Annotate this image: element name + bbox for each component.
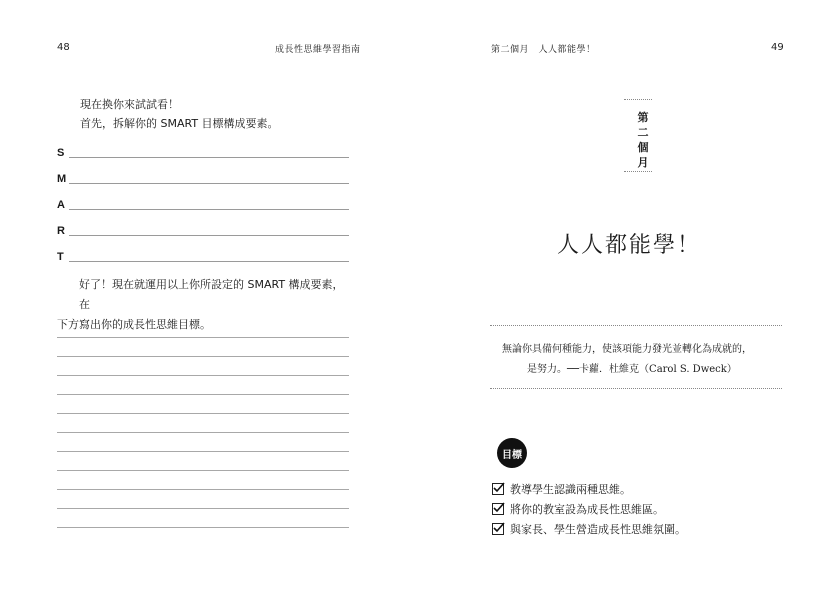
title-bottom-divider xyxy=(624,171,652,172)
smart-letter: A xyxy=(57,199,65,211)
vertical-char: 月 xyxy=(637,156,649,169)
smart-answer-line[interactable] xyxy=(69,235,349,236)
writing-line[interactable] xyxy=(57,337,349,338)
goal-item xyxy=(492,501,664,517)
right-running-head: 第二個月 人人都能學！ xyxy=(491,45,596,55)
smart-letter: T xyxy=(57,251,64,263)
writing-line[interactable] xyxy=(57,451,349,452)
smart-answer-line[interactable] xyxy=(69,209,349,210)
instruction-line-2: 下方寫出你的成長性思維目標。 xyxy=(57,318,211,331)
checked-box-icon xyxy=(492,483,504,495)
writing-line[interactable] xyxy=(57,413,349,414)
chapter-title: 人人都能學！ xyxy=(556,233,701,258)
quote-line-2: 是努力。──卡蘿．杜維克（Carol S. Dweck） xyxy=(527,364,737,375)
smart-row-a[interactable] xyxy=(57,197,349,211)
vertical-chapter-label xyxy=(636,110,650,170)
goal-item xyxy=(492,521,686,537)
writing-line[interactable] xyxy=(57,394,349,395)
vertical-char: 第 xyxy=(637,111,649,124)
quote-line-1: 無論你具備何種能力，使該項能力發光並轉化為成就的， xyxy=(502,344,752,355)
goal-item xyxy=(492,481,631,497)
smart-letter: R xyxy=(57,225,65,237)
smart-row-t[interactable] xyxy=(57,249,349,263)
left-page xyxy=(0,0,419,595)
writing-line[interactable] xyxy=(57,489,349,490)
instruction-paragraph xyxy=(57,275,349,335)
checked-box-icon xyxy=(492,503,504,515)
writing-line[interactable] xyxy=(57,527,349,528)
smart-letter: M xyxy=(57,173,67,185)
vertical-char: 個 xyxy=(637,141,649,154)
smart-row-r[interactable] xyxy=(57,223,349,237)
writing-line[interactable] xyxy=(57,508,349,509)
writing-line[interactable] xyxy=(57,375,349,376)
goal-text: 教導學生認識兩種思維。 xyxy=(510,483,631,496)
left-page-number: 48 xyxy=(57,42,70,53)
writing-line[interactable] xyxy=(57,432,349,433)
quote-bottom-divider xyxy=(490,388,782,389)
smart-row-m[interactable] xyxy=(57,171,349,185)
quote-top-divider xyxy=(490,325,782,326)
right-page-number: 49 xyxy=(771,42,784,53)
smart-row-s[interactable] xyxy=(57,145,349,159)
smart-letter: S xyxy=(57,147,65,159)
left-running-head: 成長性思維學習指南 xyxy=(275,45,361,55)
smart-answer-line[interactable] xyxy=(69,261,349,262)
checked-box-icon xyxy=(492,523,504,535)
goal-text: 將你的教室設為成長性思維區。 xyxy=(510,503,664,516)
vertical-char: 二 xyxy=(637,126,649,139)
goal-text: 與家長、學生營造成長性思維氛圍。 xyxy=(510,523,686,536)
instruction-line-1: 好了！現在就運用以上你所設定的 SMART 構成要素，在 xyxy=(79,278,344,311)
intro-line-1: 現在換你來試試看！ xyxy=(80,98,179,111)
title-top-divider xyxy=(624,99,652,100)
writing-line[interactable] xyxy=(57,356,349,357)
intro-line-2: 首先，拆解你的 SMART 目標構成要素。 xyxy=(80,117,279,130)
writing-line[interactable] xyxy=(57,470,349,471)
epigraph-quote xyxy=(494,340,794,380)
smart-answer-line[interactable] xyxy=(69,157,349,158)
smart-answer-line[interactable] xyxy=(69,183,349,184)
goals-badge: 目標 xyxy=(497,438,527,468)
